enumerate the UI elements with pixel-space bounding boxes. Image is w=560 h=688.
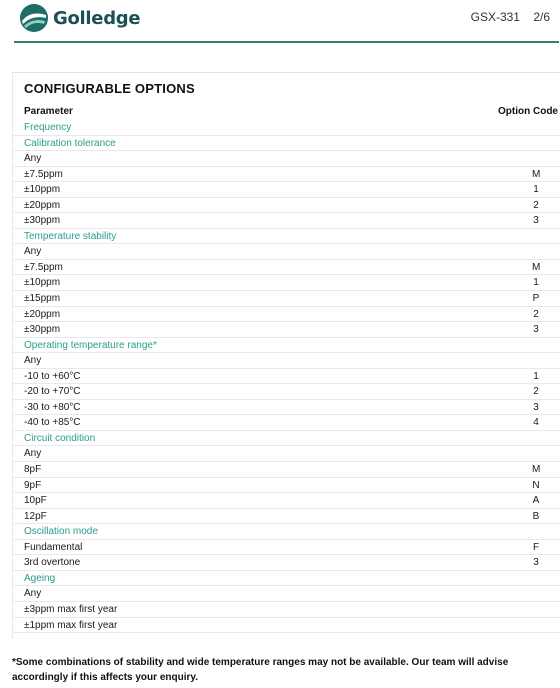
table-row [13, 602, 560, 618]
table-row [13, 478, 560, 494]
parameter-value: ±3ppm max first year [24, 603, 118, 615]
option-code: N [532, 479, 540, 491]
section-header-row [13, 431, 560, 447]
column-header-option-code: Option Code [498, 106, 558, 117]
section-header-row [13, 524, 560, 540]
option-code: 4 [533, 417, 539, 429]
option-code: 3 [533, 557, 539, 569]
parameter-value: Any [24, 153, 42, 165]
table-row [13, 384, 560, 400]
table-row [13, 353, 560, 369]
section-header-row [13, 229, 560, 245]
parameter-value: ±1ppm max first year [24, 619, 118, 631]
section-label: Ageing [24, 572, 56, 584]
parameter-value: ±7.5ppm [24, 168, 63, 180]
section-label: Oscillation mode [24, 526, 98, 538]
option-code: 3 [533, 401, 539, 413]
option-code: M [532, 464, 541, 476]
section-label: Temperature stability [24, 230, 117, 242]
table-row [13, 182, 560, 198]
section-header-row [13, 571, 560, 587]
parameter-value: Any [24, 448, 42, 460]
option-code: F [532, 541, 540, 553]
table-row [13, 151, 560, 167]
parameter-value: -10 to +60°C [24, 370, 81, 382]
parameter-value: 9pF [24, 479, 42, 491]
option-code: 2 [533, 386, 539, 398]
table-row [13, 260, 560, 276]
table-row [13, 509, 560, 525]
parameter-value: -30 to +80°C [24, 401, 81, 413]
section-label: Frequency [24, 122, 72, 133]
footnote: *Some combinations of stability and wide temperature ranges may not be available. Our team will advise accordingly if this affects your enquiry. [12, 657, 509, 683]
option-code: 3 [533, 324, 539, 336]
table-row [13, 198, 560, 214]
section-header-row [13, 338, 560, 354]
option-code: 2 [533, 308, 539, 320]
brand-logo [20, 4, 140, 32]
table-row [13, 618, 560, 634]
option-code: P [532, 293, 540, 305]
parameter-value: ±20ppm [24, 199, 61, 211]
section-header-row [13, 120, 560, 136]
table-header [13, 103, 558, 120]
table-row [13, 369, 560, 385]
parameter-value: 3rd overtone [24, 557, 81, 569]
table-row [13, 586, 560, 602]
parameter-value: ±30ppm [24, 324, 61, 336]
option-code: 2 [533, 199, 539, 211]
parameter-value: ±20ppm [24, 308, 61, 320]
parameter-value: Any [24, 588, 42, 600]
parameter-value: 8pF [24, 464, 42, 476]
page-header [0, 0, 560, 44]
section-label: Operating temperature range* [24, 339, 157, 351]
parameter-value: ±15ppm [24, 293, 61, 305]
table-row [13, 244, 560, 260]
parameter-value: -20 to +70°C [24, 386, 81, 398]
table-row [13, 307, 560, 323]
option-code: M [532, 168, 541, 180]
option-code: 1 [533, 184, 539, 196]
option-code: M [532, 261, 541, 273]
table-row [13, 322, 560, 338]
header-divider [14, 41, 559, 43]
golledge-logo-icon [20, 4, 48, 32]
brand-name: Golledge [53, 7, 141, 29]
table-row [13, 415, 560, 431]
parameter-value: 10pF [24, 495, 47, 507]
parameter-value: ±30ppm [24, 215, 61, 227]
table-row [13, 167, 560, 183]
parameter-value: 12pF [24, 510, 47, 522]
option-code: B [532, 510, 540, 522]
table-row [13, 462, 560, 478]
option-code: 1 [533, 277, 539, 289]
table-row [13, 540, 560, 556]
options-table [13, 120, 560, 633]
table-row [13, 400, 560, 416]
parameter-value: Any [24, 246, 42, 258]
option-code: 3 [533, 215, 539, 227]
option-code: 1 [533, 370, 539, 382]
table-row [13, 213, 560, 229]
table-row [13, 291, 560, 307]
column-header-parameter: Parameter [24, 106, 73, 117]
table-row [13, 446, 560, 462]
document-reference [461, 10, 550, 24]
section-label: Circuit condition [24, 432, 96, 444]
section-label: Calibration tolerance [24, 137, 116, 149]
table-row [13, 555, 560, 571]
panel-title: CONFIGURABLE OPTIONS [24, 81, 195, 96]
parameter-value: Fundamental [24, 541, 83, 553]
parameter-value: ±7.5ppm [24, 261, 63, 273]
page-number: 2/6 [533, 10, 550, 24]
part-number: GSX-331 [470, 10, 520, 24]
parameter-value: -40 to +85°C [24, 417, 81, 429]
option-code: A [532, 495, 540, 507]
table-row [13, 275, 560, 291]
configurable-options-panel [12, 72, 560, 638]
parameter-value: ±10ppm [24, 184, 61, 196]
parameter-value: ±10ppm [24, 277, 61, 289]
parameter-value: Any [24, 355, 42, 367]
table-row [13, 493, 560, 509]
section-header-row [13, 136, 560, 152]
